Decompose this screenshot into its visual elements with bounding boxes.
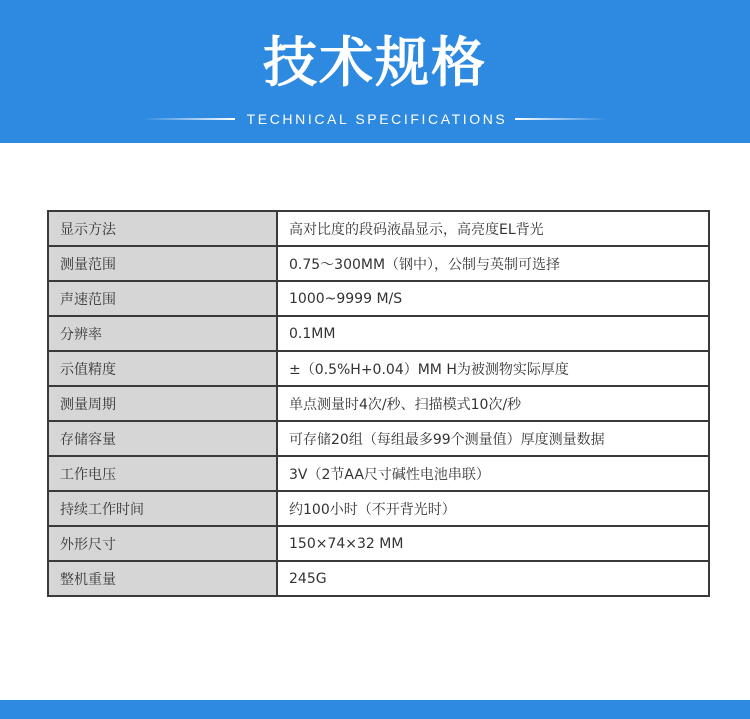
spec-label: 测量周期 [48,386,277,421]
decorative-line-left [143,118,235,120]
spec-value: 150×74×32 MM [277,526,709,561]
spec-value: 3V（2节AA尺寸碱性电池串联） [277,456,709,491]
table-row [48,351,709,386]
page-title: 技术规格 [263,31,487,94]
spec-label: 存储容量 [48,421,277,456]
spec-label: 声速范围 [48,281,277,316]
table-row [48,281,709,316]
table-row [48,526,709,561]
spec-value: 245G [277,561,709,596]
table-row [48,386,709,421]
spec-table [47,210,710,597]
header-banner [0,0,750,143]
spec-label: 整机重量 [48,561,277,596]
spec-label: 显示方法 [48,211,277,246]
spec-value: 高对比度的段码液晶显示，高亮度EL背光 [277,211,709,246]
table-row [48,211,709,246]
spec-label: 分辨率 [48,316,277,351]
spec-label: 测量范围 [48,246,277,281]
table-row [48,316,709,351]
footer-bar [0,700,750,719]
table-row [48,491,709,526]
spec-value: ±（0.5%H+0.04）MM H为被测物实际厚度 [277,351,709,386]
spec-value: 0.75～300MM（钢中），公制与英制可选择 [277,246,709,281]
table-row [48,561,709,596]
spec-value: 约100小时（不开背光时） [277,491,709,526]
table-row [48,456,709,491]
table-row [48,421,709,456]
table-row [48,246,709,281]
spec-label: 工作电压 [48,456,277,491]
page-subtitle: TECHNICAL SPECIFICATIONS [246,111,508,127]
spec-label: 外形尺寸 [48,526,277,561]
spec-value: 0.1MM [277,316,709,351]
spec-value: 1000~9999 M/S [277,281,709,316]
decorative-line-right [515,118,607,120]
spec-label: 示值精度 [48,351,277,386]
subtitle-row [0,108,750,130]
spec-value: 可存储20组（每组最多99个测量值）厚度测量数据 [277,421,709,456]
spec-value: 单点测量时4次/秒、扫描模式10次/秒 [277,386,709,421]
spec-label: 持续工作时间 [48,491,277,526]
